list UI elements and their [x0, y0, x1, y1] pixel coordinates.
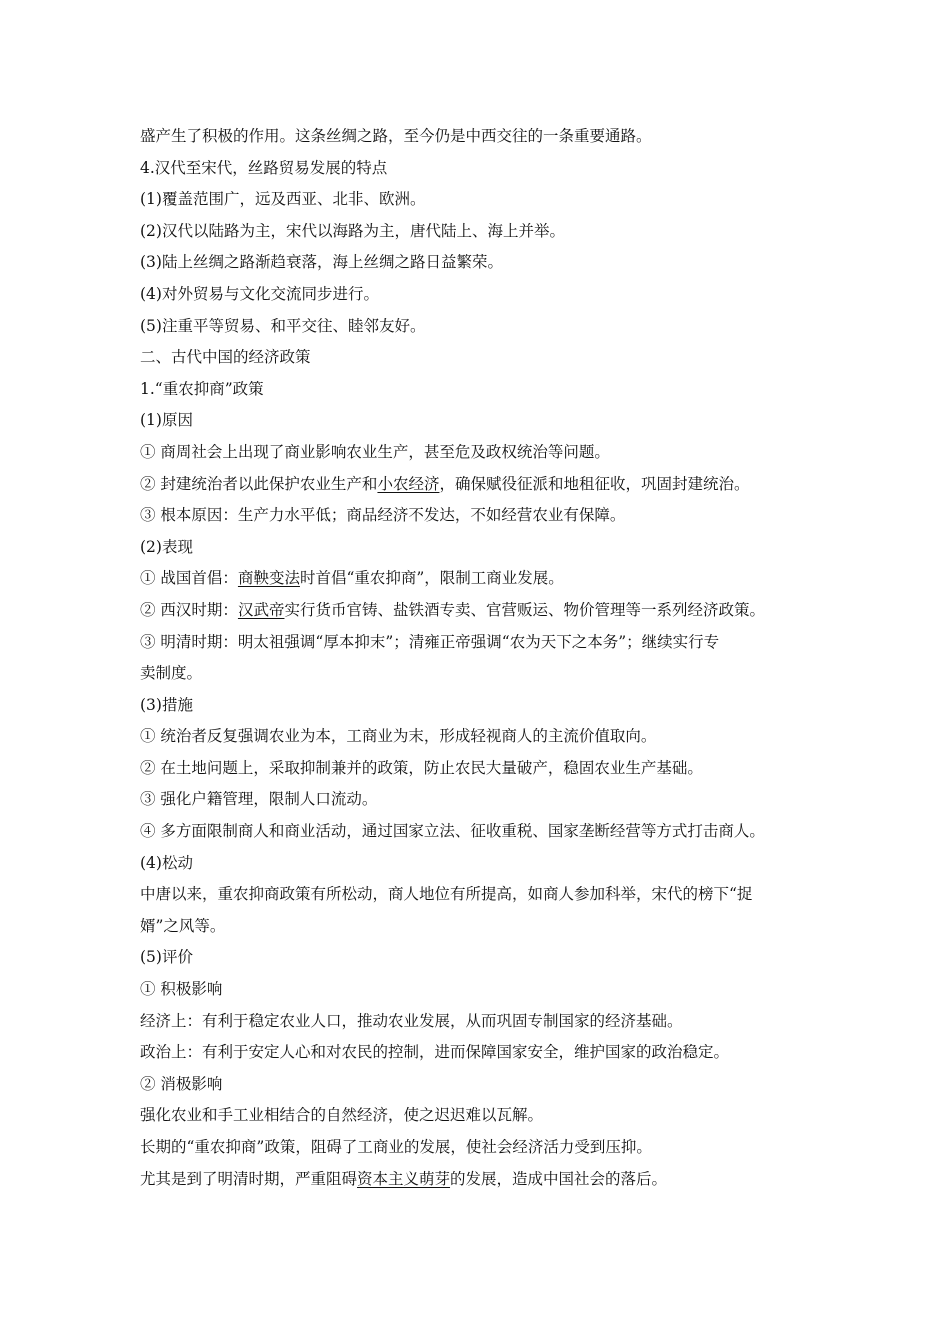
- section-heading: 1.“重农抑商”政策: [140, 379, 264, 398]
- text-segment: ② 封建统治者以此保护农业生产和: [140, 474, 378, 493]
- text-segment: 的发展，造成中国社会的落后。: [450, 1169, 668, 1188]
- text-line: [140, 469, 830, 501]
- text-line: 政治上：有利于安定人心和对农民的控制，进而保障国家安全，维护国家的政治稳定。: [140, 1043, 730, 1062]
- text-segment: ，确保赋役征派和地租征收，巩固封建统治。: [439, 474, 750, 493]
- subheading: (5)评价: [140, 948, 193, 967]
- text-line: ① 统治者反复强调农业为本，工商业为末，形成轻视商人的主流价值取向。: [140, 727, 657, 746]
- text-line: ② 在土地问题上，采取抑制兼并的政策，防止农民大量破产，稳固农业生产基础。: [140, 758, 703, 777]
- text-line: 长期的“重农抑商”政策，阻碍了工商业的发展，使社会经济活力受到压抑。: [140, 1138, 652, 1156]
- text-line: 中唐以来，重农抑商政策有所松动，商人地位有所提高，如商人参加科举，宋代的榜下“捉: [140, 885, 753, 904]
- text-line: 卖制度。: [140, 664, 203, 683]
- text-line: 经济上：有利于稳定农业人口，推动农业发展，从而巩固专制国家的经济基础。: [140, 1011, 683, 1030]
- text-line: ① 积极影响: [140, 980, 223, 999]
- subheading: (4)松动: [140, 853, 193, 872]
- text-line: (5)注重平等贸易、和平交往、睦邻友好。: [140, 316, 426, 335]
- text-line: (1)覆盖范围广，远及西亚、北非、欧洲。: [140, 190, 426, 209]
- text-segment: 尤其是到了明清时期，严重阻碍: [140, 1169, 358, 1188]
- text-line: ③ 根本原因：生产力水平低；商品经济不发达，不如经营农业有保障。: [140, 506, 626, 525]
- section-heading: 4.汉代至宋代，丝路贸易发展的特点: [140, 158, 388, 177]
- text-segment: ① 战国首倡：: [140, 569, 238, 588]
- underlined-term: 商鞅变法: [237, 569, 300, 588]
- text-line: (3)陆上丝绸之路渐趋衰落，海上丝绸之路日益繁荣。: [140, 253, 503, 272]
- text-line: [140, 563, 830, 595]
- text-line: ① 商周社会上出现了商业影响农业生产，甚至危及政权统治等问题。: [140, 442, 610, 461]
- text-line: [140, 595, 830, 627]
- subheading: (1)原因: [140, 411, 193, 430]
- text-line: 盛产生了积极的作用。这条丝绸之路，至今仍是中西交往的一条重要通路。: [140, 127, 652, 145]
- text-line: ③ 明清时期：明太祖强调“厚本抑末”；清雍正帝强调“农为天下之本务”；继续实行专: [140, 632, 720, 651]
- underlined-term: 小农经济: [377, 474, 440, 493]
- text-line: ② 消极影响: [140, 1074, 223, 1093]
- subheading: (3)措施: [140, 695, 193, 714]
- text-line: 强化农业和手工业相结合的自然经济，使之迟迟难以瓦解。: [140, 1106, 544, 1125]
- section-heading: 二、古代中国的经济政策: [140, 348, 311, 367]
- text-line: [140, 1164, 830, 1196]
- subheading: (2)表现: [140, 537, 193, 556]
- text-line: 婿”之风等。: [140, 916, 226, 935]
- text-line: ③ 强化户籍管理，限制人口流动。: [140, 790, 378, 809]
- underlined-term: 资本主义萌芽: [357, 1169, 451, 1188]
- text-segment: 实行货币官铸、盐铁酒专卖、官营贩运、物价管理等一系列经济政策。: [284, 600, 765, 619]
- text-segment: ② 西汉时期：: [140, 600, 238, 619]
- underlined-term: 汉武帝: [237, 600, 285, 619]
- document-page: [140, 121, 830, 1195]
- text-line: (4)对外贸易与文化交流同步进行。: [140, 284, 379, 303]
- text-line: (2)汉代以陆路为主，宋代以海路为主，唐代陆上、海上并举。: [140, 221, 565, 240]
- text-line: ④ 多方面限制商人和商业活动，通过国家立法、征收重税、国家垄断经营等方式打击商人。: [140, 822, 765, 841]
- text-segment: 时首倡“重农抑商”，限制工商业发展。: [299, 569, 564, 588]
